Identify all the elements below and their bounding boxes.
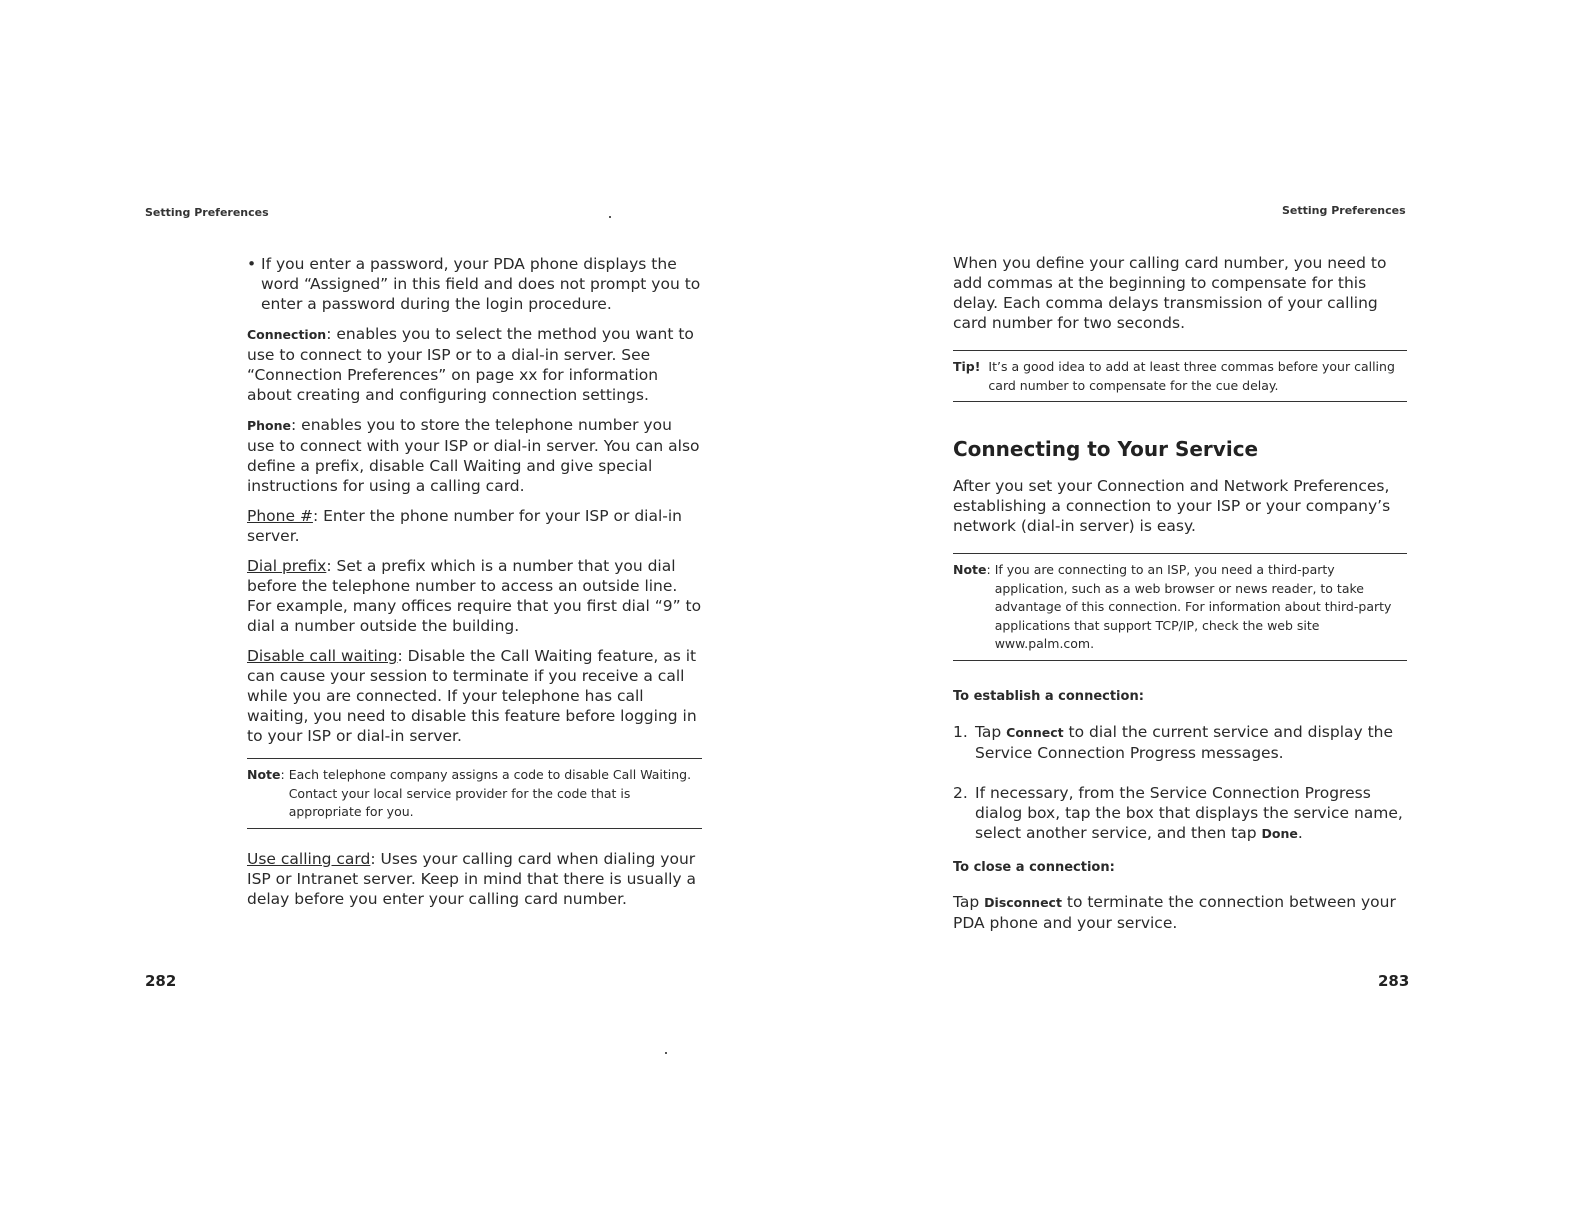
calling-card-paragraph bbox=[247, 849, 702, 909]
phone-text: : enables you to store the telephone number you use to connect with your ISP or dial-in server. You can also define a prefix, disable Call Waiting and give special instructions for using a calling card. bbox=[247, 416, 700, 495]
password-bullet-text: If you enter a password, your PDA phone displays the word “Assigned” in this field and does not prompt you to enter a password during the login procedure. bbox=[261, 255, 701, 313]
connection-paragraph bbox=[247, 324, 702, 405]
dial-prefix-paragraph bbox=[247, 556, 702, 636]
left-note-box bbox=[247, 758, 702, 829]
disable-call-waiting-paragraph bbox=[247, 646, 702, 746]
step-1-text: Tap Connect to dial the current service and display the Service Connection Progress messages. bbox=[975, 722, 1394, 762]
tip-box bbox=[953, 350, 1407, 402]
scan-speck bbox=[665, 1052, 667, 1054]
right-note-label: Note: bbox=[953, 562, 995, 577]
tip-label: Tip! bbox=[953, 359, 981, 374]
close-connection-title: To close a connection: bbox=[953, 859, 1115, 875]
left-note-label: Note: bbox=[247, 767, 289, 782]
left-running-header: Setting Preferences bbox=[145, 206, 269, 219]
disable-call-waiting-text: : Disable the Call Waiting feature, as it can cause your session to terminate if you receive a call while you are connected. If your telephone has call waiting, you need to disable this feature before logging in to your ISP or dial-in server. bbox=[247, 647, 697, 745]
step-2-number: 2. bbox=[953, 783, 968, 802]
right-note-text: If you are connecting to an ISP, you need a third-party application, such as a web browser or news reader, to take advantage of this connection. For information about third-party applications that support TCP/IP, check the web site www.palm.com. bbox=[994, 562, 1392, 651]
phone-paragraph bbox=[247, 415, 702, 496]
right-note-box bbox=[953, 553, 1407, 661]
tip-text: It’s a good idea to add at least three commas before your calling card number to compensate for the cue delay. bbox=[988, 359, 1395, 393]
scan-speck bbox=[609, 216, 611, 218]
phone-number-term: Phone # bbox=[247, 507, 313, 525]
password-bullet bbox=[247, 254, 702, 314]
left-note-text: Each telephone company assigns a code to disable Call Waiting. Contact your local service provider for the code that is appropriate for you. bbox=[288, 767, 692, 819]
phone-number-text: : Enter the phone number for your ISP or dial-in server. bbox=[247, 507, 682, 545]
close-connection-text: Tap Disconnect to terminate the connection between your PDA phone and your service. bbox=[953, 892, 1396, 932]
step-2 bbox=[953, 783, 1407, 844]
establish-connection-title: To establish a connection: bbox=[953, 688, 1144, 704]
right-page-body bbox=[953, 253, 1407, 933]
calling-card-text: : Uses your calling card when dialing your ISP or Intranet server. Keep in mind that there is usually a delay before you enter your calling card number. bbox=[247, 849, 697, 908]
left-page-number: 282 bbox=[145, 972, 177, 990]
phone-term: Phone bbox=[247, 418, 292, 433]
calling-card-intro: When you define your calling card number, you need to add commas at the beginning to compensate for this delay. Each comma delays transmission of your calling card number for two seconds. bbox=[953, 254, 1387, 332]
connection-text: : enables you to select the method you want to use to connect to your ISP or to a dial-in server. See “Connection Preferences” on page xx for information about creating and configuring connection settings. bbox=[247, 325, 694, 404]
connection-intro: After you set your Connection and Network Preferences, establishing a connection to your ISP or your company’s network (dial-in server) is easy. bbox=[953, 477, 1391, 535]
step-1 bbox=[953, 722, 1407, 763]
calling-card-term: Use calling card bbox=[247, 849, 371, 868]
right-running-header: Setting Preferences bbox=[1282, 204, 1406, 217]
left-page-body bbox=[247, 254, 702, 909]
right-page-number: 283 bbox=[1378, 972, 1410, 990]
step-2-text: If necessary, from the Service Connection Progress dialog box, tap the box that displays the service name, select another service, and then tap Done. bbox=[975, 783, 1403, 842]
step-1-number: 1. bbox=[953, 722, 968, 741]
dial-prefix-term: Dial prefix bbox=[247, 557, 327, 575]
connection-term: Connection bbox=[247, 327, 327, 342]
dial-prefix-text: : Set a prefix which is a number that you dial before the telephone number to access an outside line. For example, many offices require that you first dial “9” to dial a number outside the building. bbox=[247, 557, 702, 635]
disable-call-waiting-term: Disable call waiting bbox=[247, 647, 398, 665]
phone-number-paragraph bbox=[247, 506, 702, 546]
section-heading: Connecting to Your Service bbox=[953, 437, 1259, 461]
bullet-icon: • bbox=[247, 255, 257, 273]
